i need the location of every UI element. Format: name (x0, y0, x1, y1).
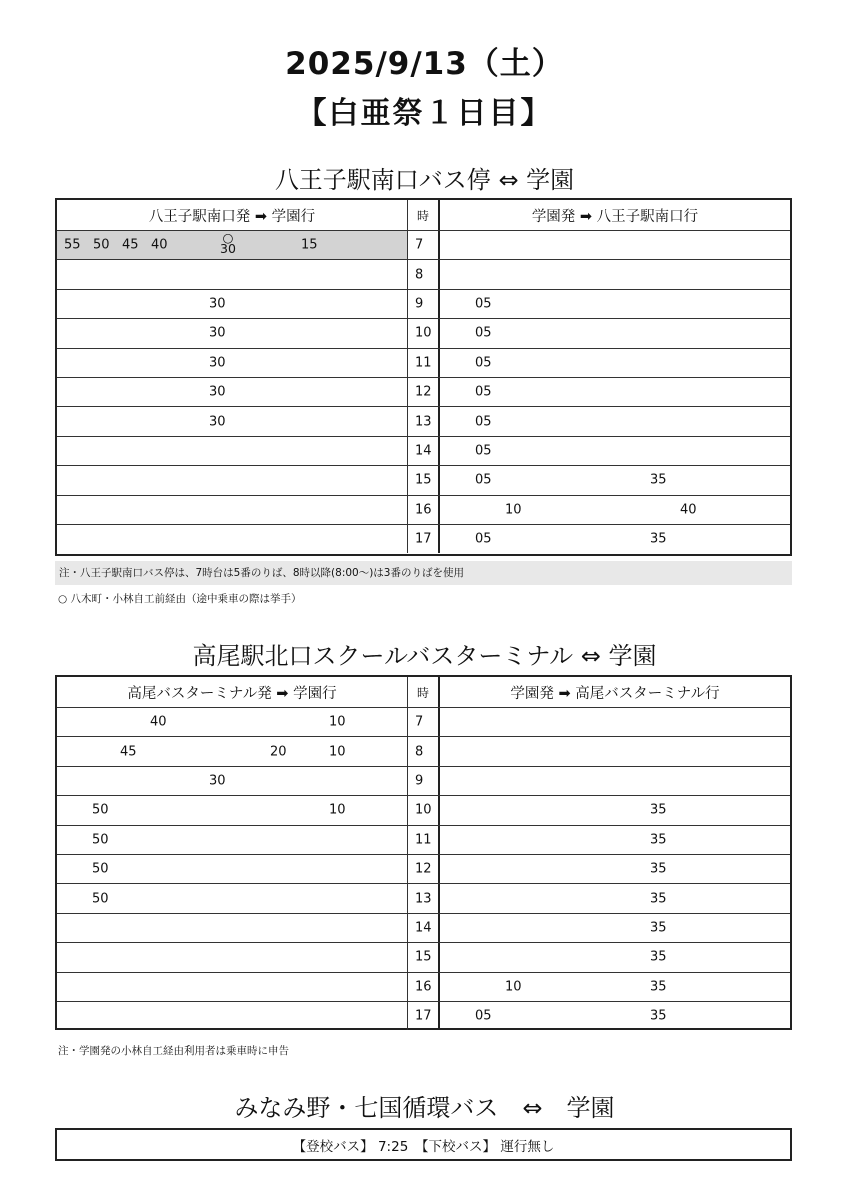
departure-minute: 40 (151, 237, 168, 253)
return-cell (440, 260, 790, 288)
outbound-cell (57, 796, 408, 824)
outbound-cell (57, 290, 408, 318)
departure-minute: 45 (120, 744, 137, 760)
hour-cell (408, 796, 440, 824)
hour-label: 14 (415, 443, 432, 459)
hour-cell (408, 466, 440, 494)
departure-minute: 35 (650, 861, 667, 877)
table-row (57, 707, 790, 736)
return-cell (440, 796, 790, 824)
outbound-cell (57, 260, 408, 288)
departure-minute: 40 (680, 502, 697, 518)
table-row (57, 318, 790, 347)
col-header-hour: 時 (408, 200, 440, 230)
departure-minute: 35 (650, 920, 667, 936)
table-row (57, 1001, 790, 1030)
departure-minute: 05 (475, 296, 492, 312)
hour-cell (408, 437, 440, 465)
departure-minute: 05 (475, 472, 492, 488)
hour-cell (408, 855, 440, 883)
departure-minute: 35 (650, 832, 667, 848)
return-cell (440, 943, 790, 971)
departure-minute: 05 (475, 355, 492, 371)
departure-minute: 10 (329, 802, 346, 818)
note-declare-route: 注・学園発の小林自工経由利用者は乗車時に申告 (58, 1045, 289, 1057)
return-cell (440, 319, 790, 347)
hour-label: 17 (415, 531, 432, 547)
minamino-bus-info: 【登校バス】 7:25 【下校バス】 運行無し (55, 1128, 792, 1161)
hour-label: 16 (415, 502, 432, 518)
departure-minute: 50 (92, 802, 109, 818)
return-cell (440, 231, 790, 259)
outbound-cell (57, 884, 408, 912)
col-header-right: 学園発 ➡ 高尾バスターミナル行 (510, 685, 720, 702)
table-row (57, 736, 790, 765)
hachioji-timetable (55, 198, 792, 556)
hour-cell (408, 525, 440, 553)
departure-minute: 10 (329, 714, 346, 730)
table-row (57, 795, 790, 824)
hour-cell (408, 973, 440, 1001)
return-cell (440, 737, 790, 765)
departure-minute: 30 (209, 355, 226, 371)
departure-minute: 05 (475, 531, 492, 547)
departure-minute: 50 (92, 861, 109, 877)
hour-label: 17 (415, 1008, 432, 1024)
hour-label: 7 (415, 237, 424, 253)
return-cell (440, 884, 790, 912)
return-cell (440, 525, 790, 553)
departure-minute: 10 (505, 979, 522, 995)
departure-minute: 35 (650, 979, 667, 995)
departure-minute: 05 (475, 325, 492, 341)
outbound-cell (57, 737, 408, 765)
hour-label: 15 (415, 949, 432, 965)
hour-cell (408, 290, 440, 318)
return-cell (440, 1002, 790, 1030)
departure-minute: 50 (93, 237, 110, 253)
hour-label: 8 (415, 744, 424, 760)
departure-minute: 30 (209, 414, 226, 430)
outbound-cell (57, 708, 408, 736)
outbound-cell (57, 525, 408, 553)
note-via-route: ○ 八木町・小林自工前経由（途中乗車の際は挙手） (58, 593, 302, 605)
hour-cell (408, 319, 440, 347)
outbound-cell (57, 349, 408, 377)
outbound-cell (57, 1002, 408, 1030)
outbound-cell (57, 826, 408, 854)
return-cell (440, 407, 790, 435)
outbound-cell (57, 407, 408, 435)
section3-title: みなみ野・七国循環バス ⇔ 学園 (234, 1094, 615, 1122)
return-cell (440, 914, 790, 942)
outbound-cell (57, 231, 408, 259)
departure-minute: 05 (475, 1008, 492, 1024)
table-row (57, 406, 790, 435)
table-row (57, 972, 790, 1001)
outbound-cell (57, 943, 408, 971)
departure-minute: 45 (122, 237, 139, 253)
table-row (57, 436, 790, 465)
departure-minute: 30 (209, 384, 226, 400)
return-cell (440, 826, 790, 854)
col-header-right: 学園発 ➡ 八王子駅南口行 (531, 208, 699, 225)
hour-label: 13 (415, 891, 432, 907)
table-header (57, 200, 790, 230)
table-row (57, 766, 790, 795)
departure-minute: 35 (650, 949, 667, 965)
outbound-cell (57, 973, 408, 1001)
departure-minute: 15 (301, 237, 318, 253)
return-cell (440, 855, 790, 883)
via-route-departure (220, 232, 236, 254)
hour-label: 12 (415, 861, 432, 877)
table-row (57, 377, 790, 406)
departure-minute: 35 (650, 531, 667, 547)
hour-cell (408, 943, 440, 971)
table-row (57, 348, 790, 377)
departure-minute: 35 (650, 472, 667, 488)
departure-minute: 05 (475, 443, 492, 459)
hour-label: 14 (415, 920, 432, 936)
section2-title: 高尾駅北口スクールバスターミナル ⇔ 学園 (192, 642, 657, 670)
date-heading: 2025/9/13（土） (285, 46, 564, 82)
departure-minute: 10 (329, 744, 346, 760)
hour-label: 9 (415, 773, 424, 789)
hour-cell (408, 260, 440, 288)
section1-title: 八王子駅南口バス停 ⇔ 学園 (274, 166, 575, 194)
departure-minute: 30 (209, 296, 226, 312)
hour-cell (408, 1002, 440, 1030)
outbound-cell (57, 914, 408, 942)
hour-label: 7 (415, 714, 424, 730)
hour-cell (408, 349, 440, 377)
outbound-cell (57, 319, 408, 347)
table-header (57, 677, 790, 707)
departure-minute: 20 (270, 744, 287, 760)
hour-cell (408, 826, 440, 854)
departure-minute: 10 (505, 502, 522, 518)
outbound-cell (57, 767, 408, 795)
return-cell (440, 496, 790, 524)
outbound-cell (57, 855, 408, 883)
hour-label: 13 (415, 414, 432, 430)
return-cell (440, 767, 790, 795)
table-row (57, 465, 790, 494)
hour-label: 16 (415, 979, 432, 995)
return-cell (440, 708, 790, 736)
departure-minute: 35 (650, 802, 667, 818)
departure-minute: 05 (475, 414, 492, 430)
hour-label: 9 (415, 296, 424, 312)
takao-timetable (55, 675, 792, 1030)
hour-label: 11 (415, 832, 432, 848)
departure-minute: 50 (92, 832, 109, 848)
hour-label: 10 (415, 802, 432, 818)
via-route-mark: ○ (222, 230, 234, 245)
table-row (57, 854, 790, 883)
table-row (57, 524, 790, 553)
departure-minute: 55 (64, 237, 81, 253)
return-cell (440, 378, 790, 406)
hour-label: 15 (415, 472, 432, 488)
outbound-cell (57, 437, 408, 465)
table-row (57, 942, 790, 971)
hour-label: 8 (415, 267, 424, 283)
return-cell (440, 349, 790, 377)
hour-label: 12 (415, 384, 432, 400)
table-row (57, 259, 790, 288)
table-row (57, 913, 790, 942)
table-row (57, 495, 790, 524)
outbound-cell (57, 466, 408, 494)
table-row (57, 883, 790, 912)
hour-cell (408, 407, 440, 435)
hour-label: 11 (415, 355, 432, 371)
departure-minute: 30 (209, 325, 226, 341)
col-header-left: 八王子駅南口発 ➡ 学園行 (57, 200, 408, 230)
return-cell (440, 973, 790, 1001)
departure-minute: 35 (650, 1008, 667, 1024)
table-row (57, 289, 790, 318)
hour-cell (408, 737, 440, 765)
outbound-cell (57, 496, 408, 524)
departure-minute: 50 (92, 891, 109, 907)
col-header-left: 高尾バスターミナル発 ➡ 学園行 (57, 677, 408, 707)
return-cell (440, 466, 790, 494)
departure-minute: 35 (650, 891, 667, 907)
note-boarding-bays: 注・八王子駅南口バス停は、7時台は5番のりば、8時以降(8:00～)は3番のりばを使用 (55, 561, 792, 585)
hour-label: 10 (415, 325, 432, 341)
hour-cell (408, 378, 440, 406)
return-cell (440, 290, 790, 318)
departure-minute: 40 (150, 714, 167, 730)
departure-minute: 30 (209, 773, 226, 789)
col-header-hour: 時 (408, 677, 440, 707)
departure-minute: 30 (220, 241, 236, 256)
table-row (57, 825, 790, 854)
hour-cell (408, 767, 440, 795)
outbound-cell (57, 378, 408, 406)
event-heading: 【白亜祭１日目】 (296, 96, 553, 131)
hour-cell (408, 231, 440, 259)
hour-cell (408, 708, 440, 736)
hour-cell (408, 496, 440, 524)
return-cell (440, 437, 790, 465)
table-row (57, 230, 790, 259)
departure-minute: 05 (475, 384, 492, 400)
hour-cell (408, 914, 440, 942)
hour-cell (408, 884, 440, 912)
